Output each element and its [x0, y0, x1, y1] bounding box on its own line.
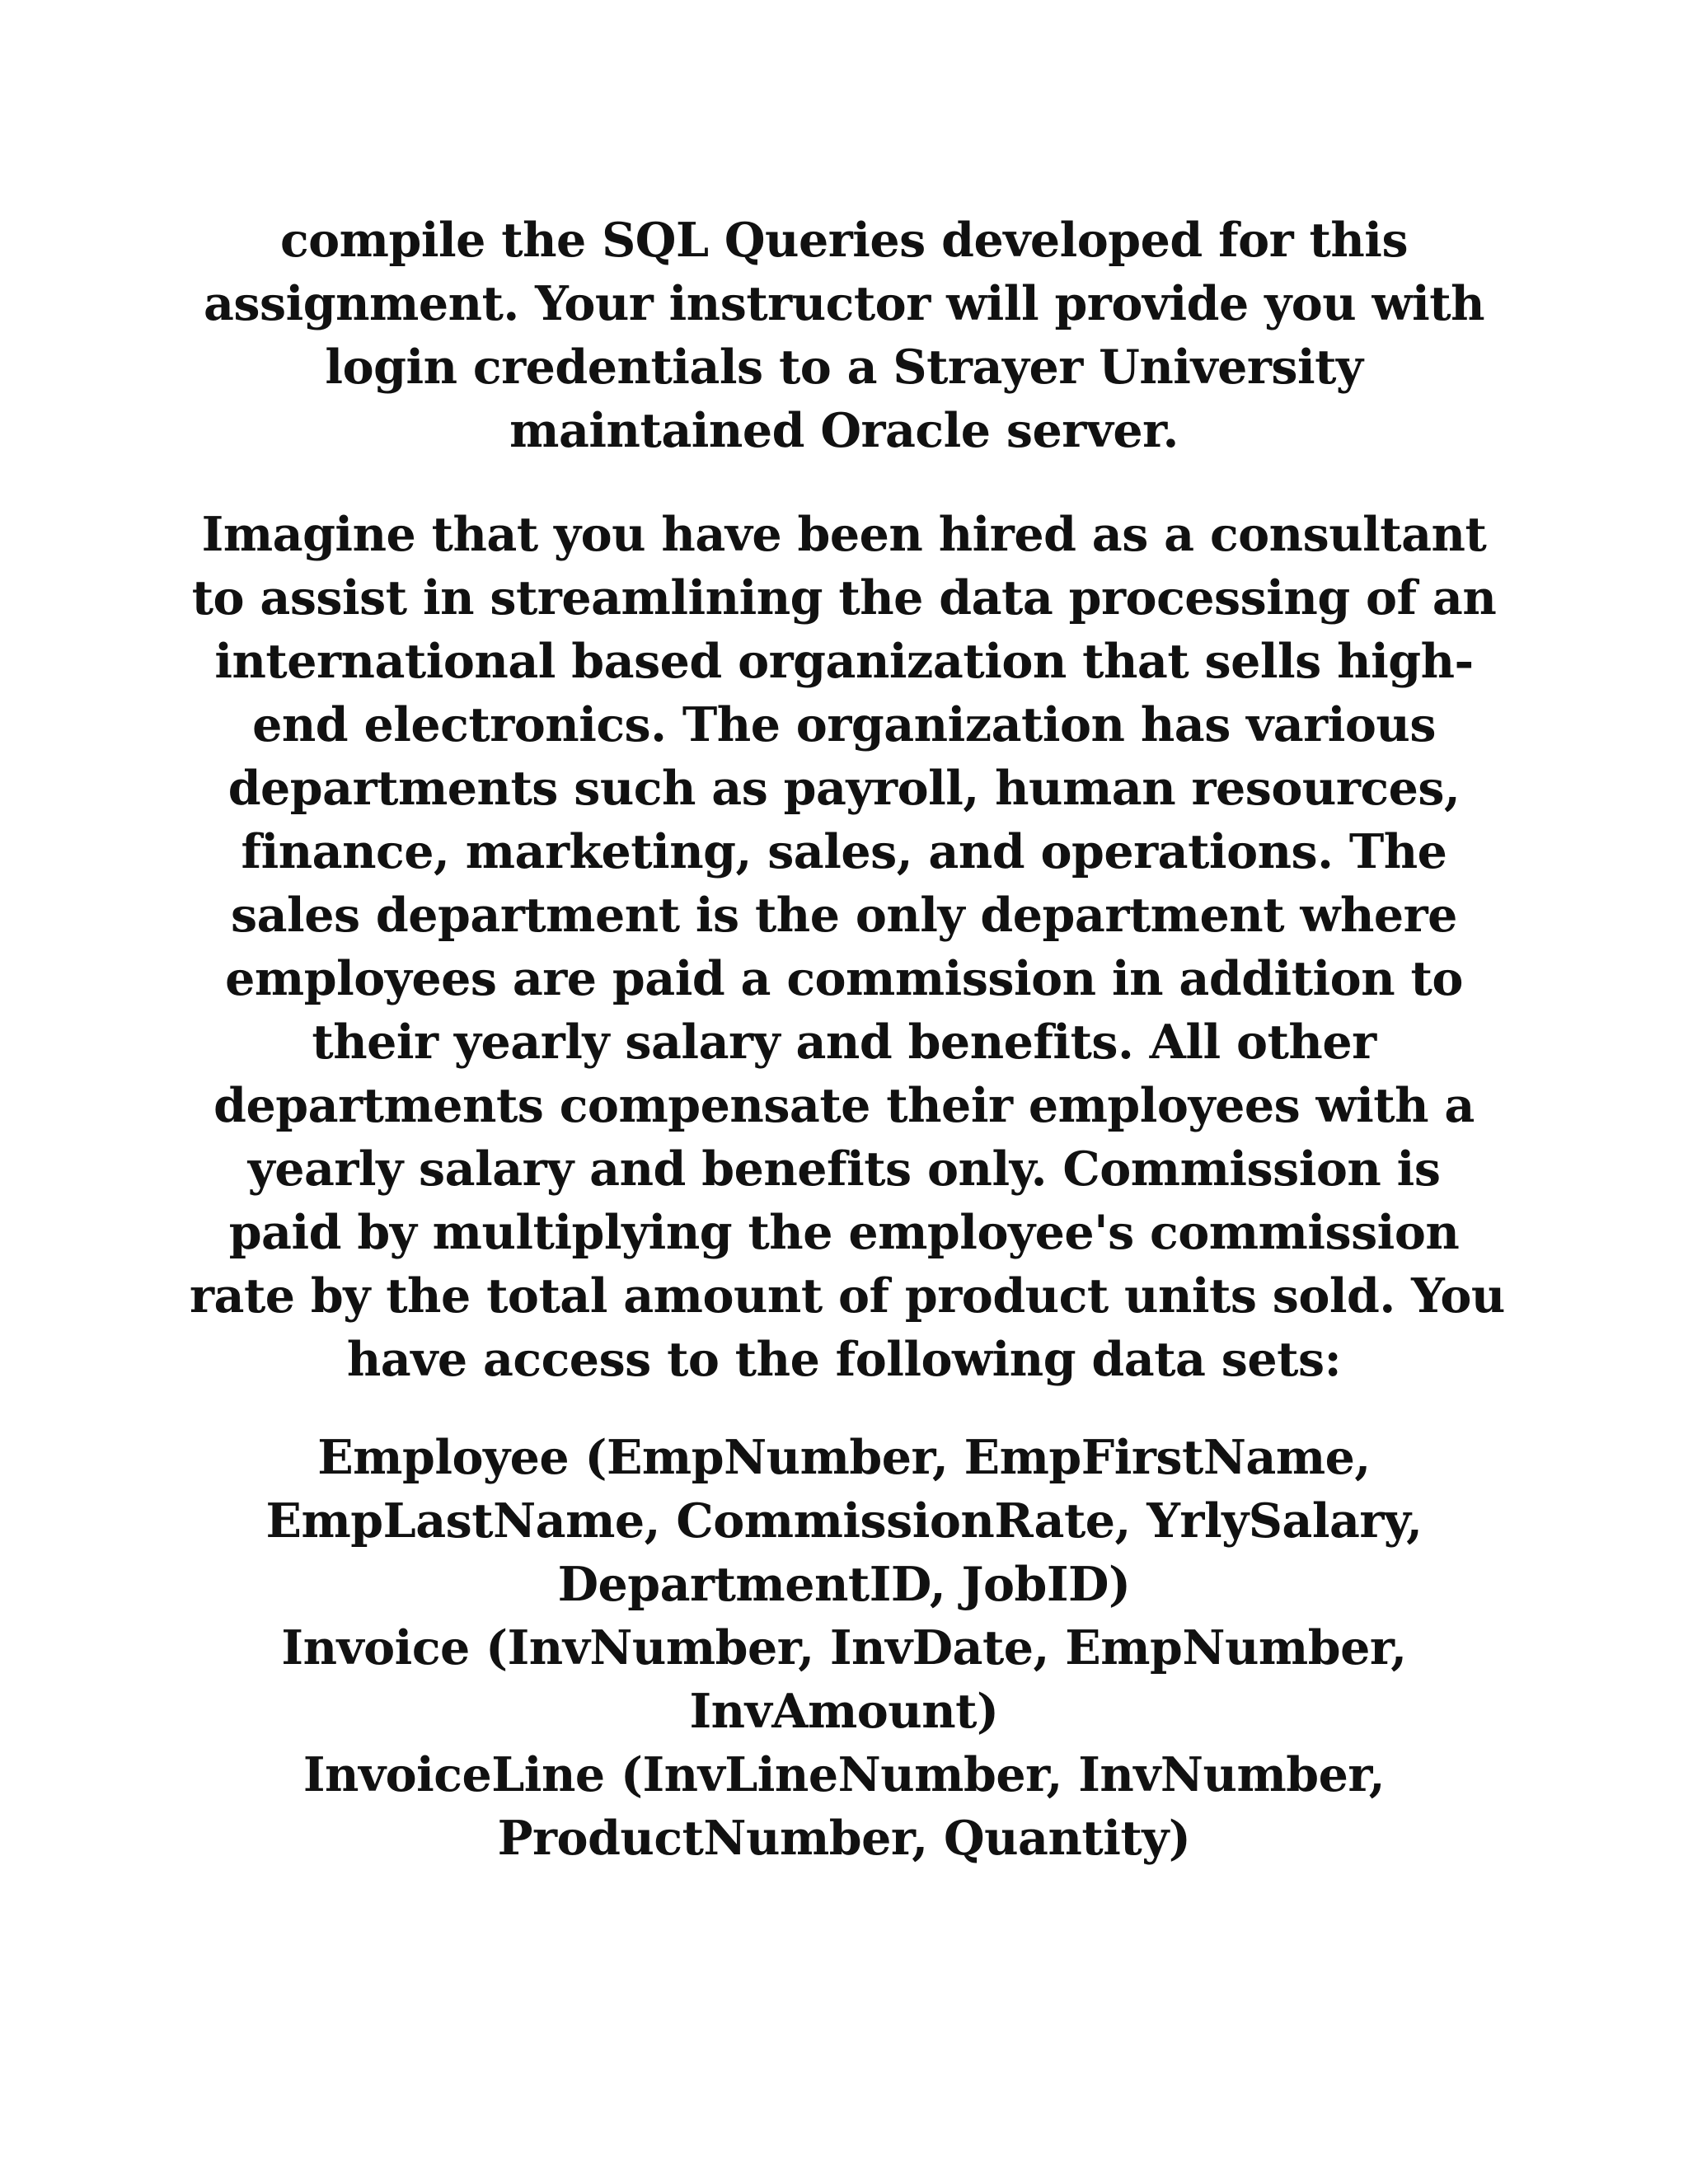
- dataset-line: DepartmentID, JobID): [557, 1557, 1131, 1612]
- dataset-line: EmpLastName, CommissionRate, YrlySalary,: [265, 1493, 1423, 1549]
- text-line: departments compensate their employees with a: [213, 1078, 1475, 1133]
- text-line: sales department is the only department where: [231, 888, 1457, 943]
- scenario-paragraph: [190, 503, 1505, 1391]
- dataset-line: Employee (EmpNumber, EmpFirstName,: [317, 1430, 1371, 1485]
- text-line: yearly salary and benefits only. Commission is: [247, 1141, 1441, 1197]
- text-line: their yearly salary and benefits. All other: [312, 1015, 1376, 1070]
- text-line: finance, marketing, sales, and operations. The: [241, 824, 1447, 879]
- dataset-line: InvoiceLine (InvLineNumber, InvNumber,: [302, 1747, 1386, 1802]
- text-line: departments such as payroll, human resources,: [227, 761, 1461, 816]
- dataset-line: ProductNumber, Quantity): [497, 1811, 1191, 1866]
- text-line: compile the SQL Queries developed for this: [279, 213, 1409, 268]
- datasets-list: [190, 1426, 1498, 1870]
- dataset-line: InvAmount): [689, 1684, 999, 1739]
- text-line: login credentials to a Strayer University: [325, 340, 1363, 395]
- text-line: have access to the following data sets:: [346, 1332, 1342, 1387]
- text-line: paid by multiplying the employee's commission: [228, 1205, 1460, 1260]
- text-line: rate by the total amount of product units sold. You: [190, 1268, 1505, 1324]
- intro-paragraph: [190, 209, 1498, 462]
- text-line: to assist in streamlining the data processing of an: [191, 570, 1497, 626]
- text-line: assignment. Your instructor will provide you with: [203, 276, 1485, 331]
- text-line: maintained Oracle server.: [509, 403, 1179, 458]
- text-line: end electronics. The organization has various: [252, 697, 1436, 752]
- text-line: employees are paid a commission in addition to: [225, 951, 1463, 1006]
- text-line: international based organization that sells high-: [214, 634, 1474, 689]
- dataset-line: Invoice (InvNumber, InvDate, EmpNumber,: [281, 1620, 1407, 1675]
- text-line: Imagine that you have been hired as a consultant: [201, 507, 1487, 562]
